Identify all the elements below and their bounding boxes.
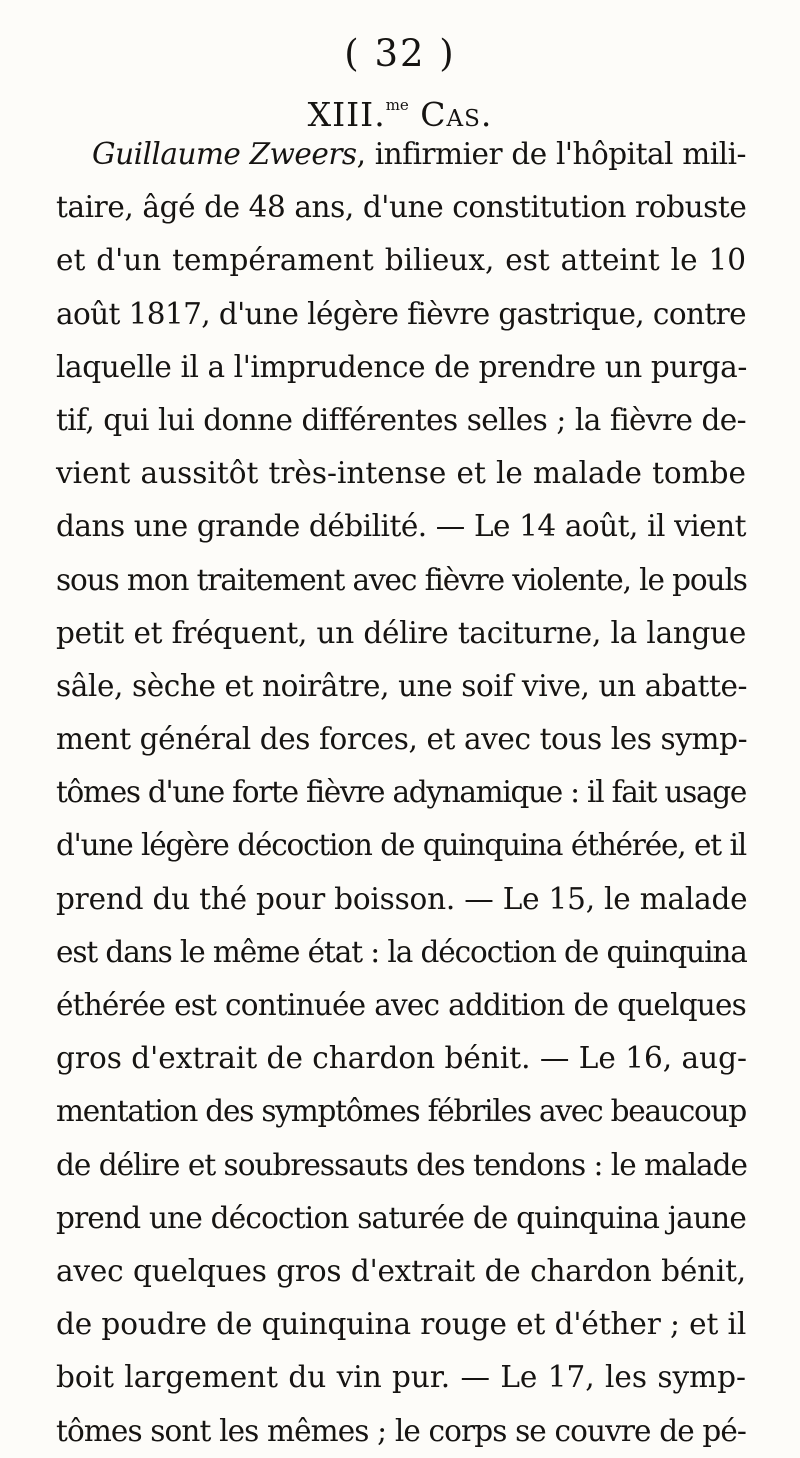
patient-name: Guillaume Zweers [92,137,357,171]
text-line: de délire et soubressauts des tendons : le malade [56,1147,747,1182]
text-line: tômes d'une forte fièvre adynamique : il fait usage [56,775,746,810]
text-line: prend du thé pour boisson. — Le 15, le malade [56,881,748,916]
text-line: prend une décoction saturée de quinquina jaune [56,1200,746,1235]
text-line: éthérée est continuée avec addition de quelques [56,988,746,1022]
case-superscript: me [385,96,409,114]
text-line: d'une légère décoction de quinquina éthérée, et il [56,828,746,863]
text-line: dans une grande débilité. — Le 14 août, il vient [56,509,746,544]
text-line: tômes sont les mêmes ; le corps se couvre de pé- [56,1413,746,1448]
text-line: de poudre de quinquina rouge et d'éther ; et il [56,1307,747,1342]
text-line: gros d'extrait de chardon bénit. — Le 16, aug- [56,1041,747,1076]
text-line: est dans le même état : la décoction de quinquina [56,934,747,969]
text-line: vient aussitôt très-intense et le malade tombe [56,456,746,491]
case-numeral: XIII. [307,95,386,134]
text-line [56,128,746,181]
text-line: ment général des forces, et avec tous les symp- [56,722,748,757]
text-line-rest: , infirmier de l'hôpital mili- [356,137,746,171]
page-number: ( 32 ) [344,32,456,75]
case-paragraph [56,128,746,1458]
case-label: Cas. [420,95,493,134]
text-line: mentation des symptômes fébriles avec beaucoup [56,1094,747,1129]
text-line: taire, âgé de 48 ans, d'une constitution robuste [56,190,747,225]
text-line: boit largement du vin pur. — Le 17, les symp- [56,1360,746,1395]
text-line: et d'un tempérament bilieux, est atteint le 10 [56,243,746,278]
text-line: avec quelques gros d'extrait de chardon bénit, [56,1253,746,1288]
text-line: août 1817, d'une légère fièvre gastrique, contre [56,296,746,331]
text-line: tif, qui lui donne différentes selles ; la fièvre de- [56,402,746,437]
text-line: petit et fréquent, un délire taciturne, la langue [56,615,746,650]
text-line: sous mon traitement avec fièvre violente, le pouls [56,562,747,597]
text-line: laquelle il a l'imprudence de prendre un purga- [56,349,747,384]
text-line: sâle, sèche et noirâtre, une soif vive, un abatte- [56,668,748,703]
